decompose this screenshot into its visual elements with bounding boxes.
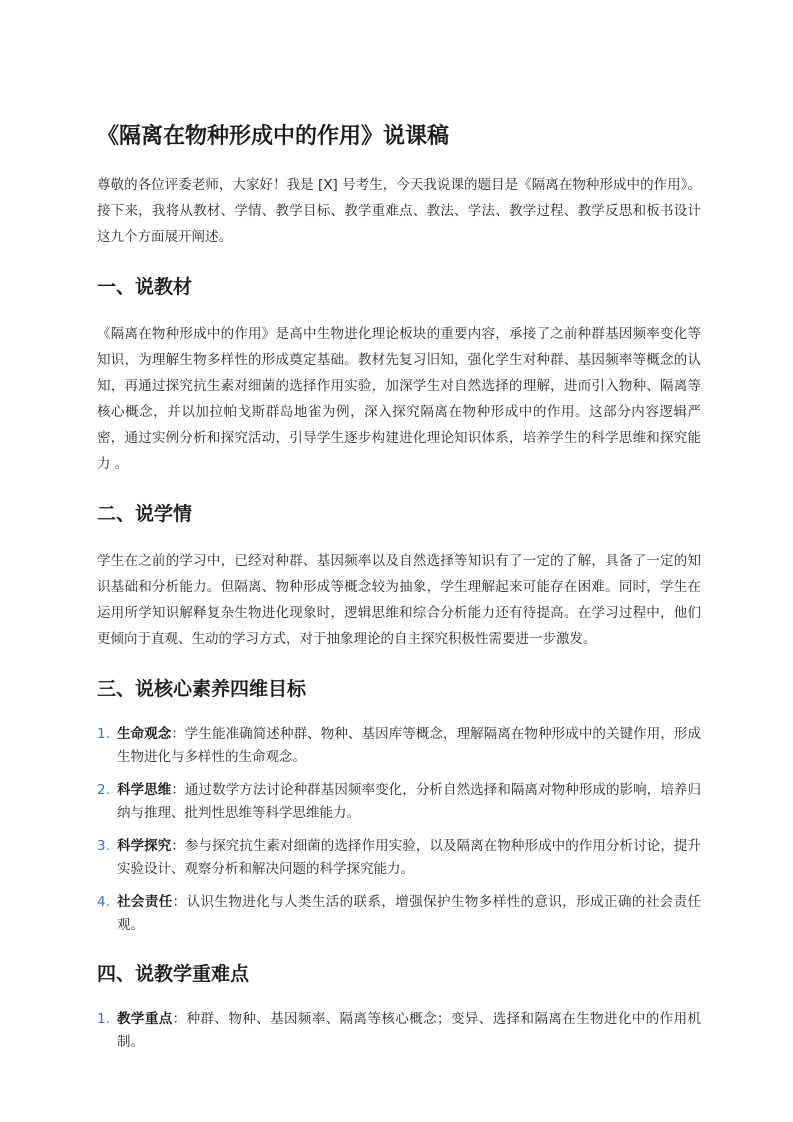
list-term: 生命观念 xyxy=(117,726,172,742)
list-term: 科学探究 xyxy=(117,838,172,854)
key-points-list xyxy=(97,1008,701,1054)
objectives-list xyxy=(97,723,701,937)
students-paragraph: 学生在之前的学习中，已经对种群、基因频率以及自然选择等知识有了一定的了解，具备了一定的知识基础和分析能力。但隔离、物种形成等概念较为抽象，学生理解起来可能存在困难。同时，学生在运用所学知识解释复杂生物进化现象时，逻辑思维和综合分析能力还有待提高。在学习过程中，他们更倾向于直观、生动的学习方式，对于抽象理论的自主探究积极性需要进一步激发。 xyxy=(97,553,701,647)
list-item xyxy=(97,1008,701,1054)
list-number: 2. xyxy=(97,782,110,798)
section-heading-textbook: 一、说教材 xyxy=(97,276,193,298)
list-text: ：参与探究抗生素对细菌的选择作用实验，以及隔离在物种形成中的作用分析讨论，提升实验设计、观察分析和解决问题的科学探究能力。 xyxy=(117,838,702,877)
list-number: 3. xyxy=(97,838,110,854)
list-item xyxy=(97,779,701,825)
document-page xyxy=(97,118,701,1064)
list-number: 1. xyxy=(97,726,110,742)
list-item xyxy=(97,723,701,769)
section-heading-students: 二、说学情 xyxy=(97,503,193,525)
list-number: 4. xyxy=(97,894,110,910)
list-term: 社会责任 xyxy=(117,894,173,910)
list-text: ：通过数学方法讨论种群基因频率变化，分析自然选择和隔离对物种形成的影响，培养归纳与推理、批判性思维等科学思维能力。 xyxy=(117,782,702,821)
list-term: 科学思维 xyxy=(117,782,172,798)
section-heading-key-points: 四、说教学重难点 xyxy=(97,963,250,985)
page-title: 《隔离在物种形成中的作用》说课稿 xyxy=(97,124,450,149)
textbook-paragraph: 《隔离在物种形成中的作用》是高中生物进化理论板块的重要内容，承接了之前种群基因频率变化等知识，为理解生物多样性的形成奠定基础。教材先复习旧知，强化学生对种群、基因频率等概念的认知，再通过探究抗生素对细菌的选择作用实验，加深学生对自然选择的理解，进而引入物种、隔离等核心概念，并以加拉帕戈斯群岛地雀为例，深入探究隔离在物种形成中的作用。这部分内容逻辑严密，通过实例分析和探究活动，引导学生逐步构建进化理论知识体系，培养学生的科学思维和探究能力 。 xyxy=(97,326,701,472)
list-text: ：种群、物种、基因频率、隔离等核心概念；变异、选择和隔离在生物进化中的作用机制。 xyxy=(117,1011,702,1050)
intro-paragraph: 尊敬的各位评委老师，大家好！我是 [X] 号考生，今天我说课的题目是《隔离在物种形成中的作用》。接下来，我将从教材、学情、教学目标、教学重难点、教法、学法、教学过程、教学反思和板书设计这九个方面展开阐述。 xyxy=(97,177,701,245)
list-text: ：学生能准确简述种群、物种、基因库等概念，理解隔离在物种形成中的关键作用，形成生物进化与多样性的生命观念。 xyxy=(117,726,702,765)
list-number: 1. xyxy=(97,1011,110,1027)
list-item xyxy=(97,835,701,881)
section-heading-objectives: 三、说核心素养四维目标 xyxy=(97,678,307,700)
list-term: 教学重点 xyxy=(117,1011,173,1027)
list-text: ：认识生物进化与人类生活的联系，增强保护生物多样性的意识，形成正确的社会责任观。 xyxy=(117,894,702,933)
list-item xyxy=(97,891,701,937)
